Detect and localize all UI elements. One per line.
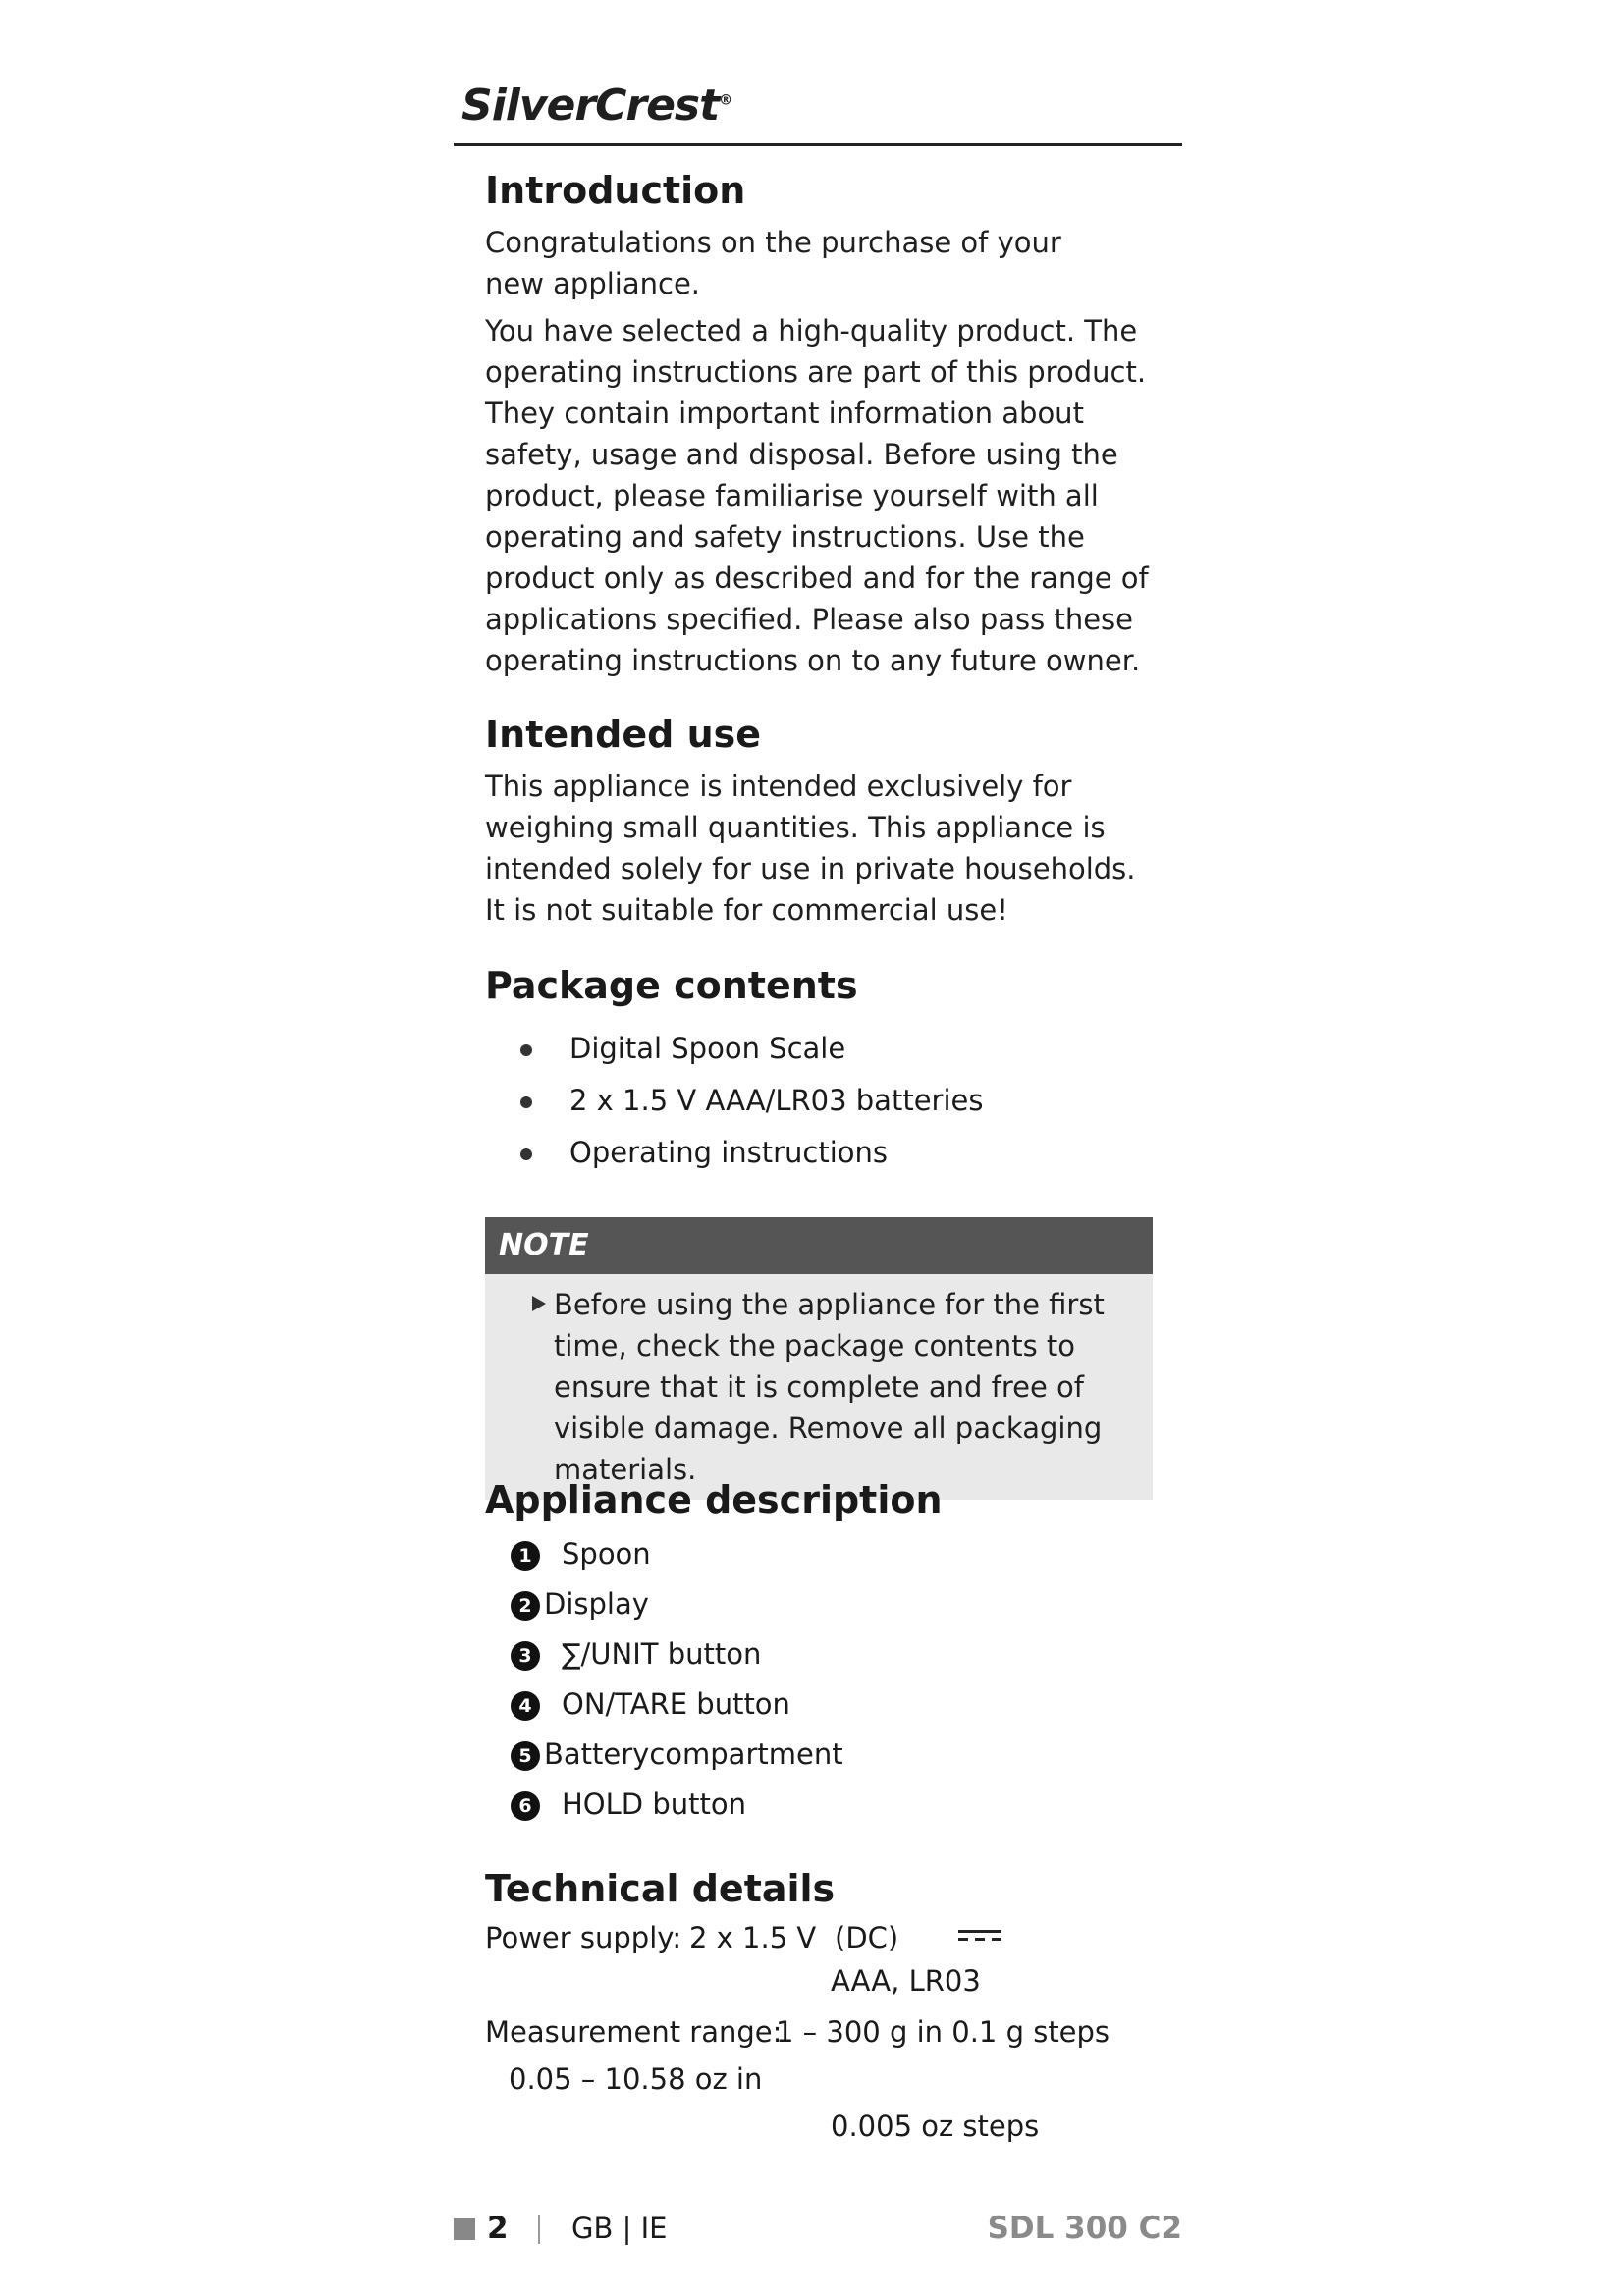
package-contents-list <box>485 1023 1172 1179</box>
page-marker-icon <box>454 2218 475 2240</box>
intended-use-paragraph: This appliance is intended exclusively for weighing small quantities. This appliance is intended solely for use in private households. It is not suitable for commercial use! <box>485 770 1136 927</box>
page-number: 2 <box>487 2211 509 2246</box>
list-item: 1 Spoon <box>485 1529 1172 1579</box>
measurement-range-ounce-steps: 0.005 oz steps <box>831 2109 1040 2143</box>
number-2-icon: 2 <box>511 1591 540 1621</box>
header-rule <box>454 143 1182 146</box>
number-5-icon: 5 <box>511 1741 540 1771</box>
measurement-range-row <box>485 2010 1172 2054</box>
arrow-right-icon <box>532 1296 546 1311</box>
note-heading: NOTE <box>485 1217 1153 1274</box>
battery-type: AAA, LR03 <box>831 1964 981 1998</box>
number-4-icon: 4 <box>511 1691 540 1721</box>
page-footer <box>454 2209 1182 2248</box>
measurement-range-ounces: 0.05 – 10.58 oz in <box>509 2062 763 2096</box>
measurement-range-oz-steps-row <box>485 2105 1172 2148</box>
measurement-range-oz-row <box>485 2057 1172 2101</box>
dc-current-icon <box>958 1930 1001 1941</box>
power-supply-row <box>485 1916 1172 1959</box>
bullet-icon <box>520 1148 532 1160</box>
language-codes: GB | IE <box>571 2212 668 2245</box>
bullet-icon <box>520 1096 532 1108</box>
introduction-heading: Introduction <box>485 169 746 212</box>
introduction-paragraph-2: You have selected a high-quality product. The operating instructions are part of this product. They contain important information about safety, usage and disposal. Before using the product, please familiarise yourself with all operating and safety instructions. Use the product only as described and for the range of applications specified. Please also pass these operating instructions on to any future owner. <box>485 314 1149 677</box>
bullet-icon <box>520 1044 532 1056</box>
appliance-description-heading: Appliance description <box>485 1478 943 1522</box>
package-contents-section <box>485 962 1172 1179</box>
technical-details-heading: Technical details <box>485 1867 836 1910</box>
introduction-section <box>485 167 1172 681</box>
parts-list <box>485 1529 1172 1830</box>
list-item: 3 ∑/UNIT button <box>485 1629 1172 1680</box>
introduction-paragraph-1: Congratulations on the purchase of your new appliance. <box>485 226 1061 300</box>
power-supply-dc: (DC) <box>835 1921 899 1954</box>
power-supply-label: Power supply: <box>485 1921 682 1954</box>
number-1-icon: 1 <box>511 1541 540 1571</box>
note-box <box>485 1217 1153 1500</box>
measurement-range-grams: 1 – 300 g in 0.1 g steps <box>776 2015 1110 2049</box>
intended-use-heading: Intended use <box>485 713 762 756</box>
list-item: 6 HOLD button <box>485 1780 1172 1830</box>
list-item: 5 Batterycompartment <box>485 1730 1172 1780</box>
list-item: 2 Display <box>485 1579 1172 1629</box>
list-item: 4 ON/TARE button <box>485 1680 1172 1730</box>
list-item: Digital Spoon Scale <box>485 1023 1172 1075</box>
number-3-icon: 3 <box>511 1641 540 1671</box>
appliance-description-section <box>485 1476 1172 1830</box>
note-body <box>485 1274 1153 1500</box>
measurement-range-label: Measurement range: <box>485 2015 783 2049</box>
power-type-row <box>485 1959 1172 2002</box>
package-contents-heading: Package contents <box>485 964 858 1007</box>
footer-divider <box>538 2215 540 2244</box>
list-item: 2 x 1.5 V AAA/LR03 batteries <box>485 1075 1172 1127</box>
list-item: Operating instructions <box>485 1127 1172 1179</box>
power-supply-value: 2 x 1.5 V <box>689 1921 817 1954</box>
intended-use-section <box>485 711 1172 931</box>
model-number: SDL 300 C2 <box>987 2211 1182 2246</box>
note-text: Before using the appliance for the first time, check the package contents to ensure that it is complete and free of visible damage. Remove all packaging materials. <box>554 1288 1105 1486</box>
number-6-icon: 6 <box>511 1791 540 1821</box>
technical-details-section <box>485 1865 1172 2148</box>
brand-logo: SilverCrest® <box>461 80 732 131</box>
